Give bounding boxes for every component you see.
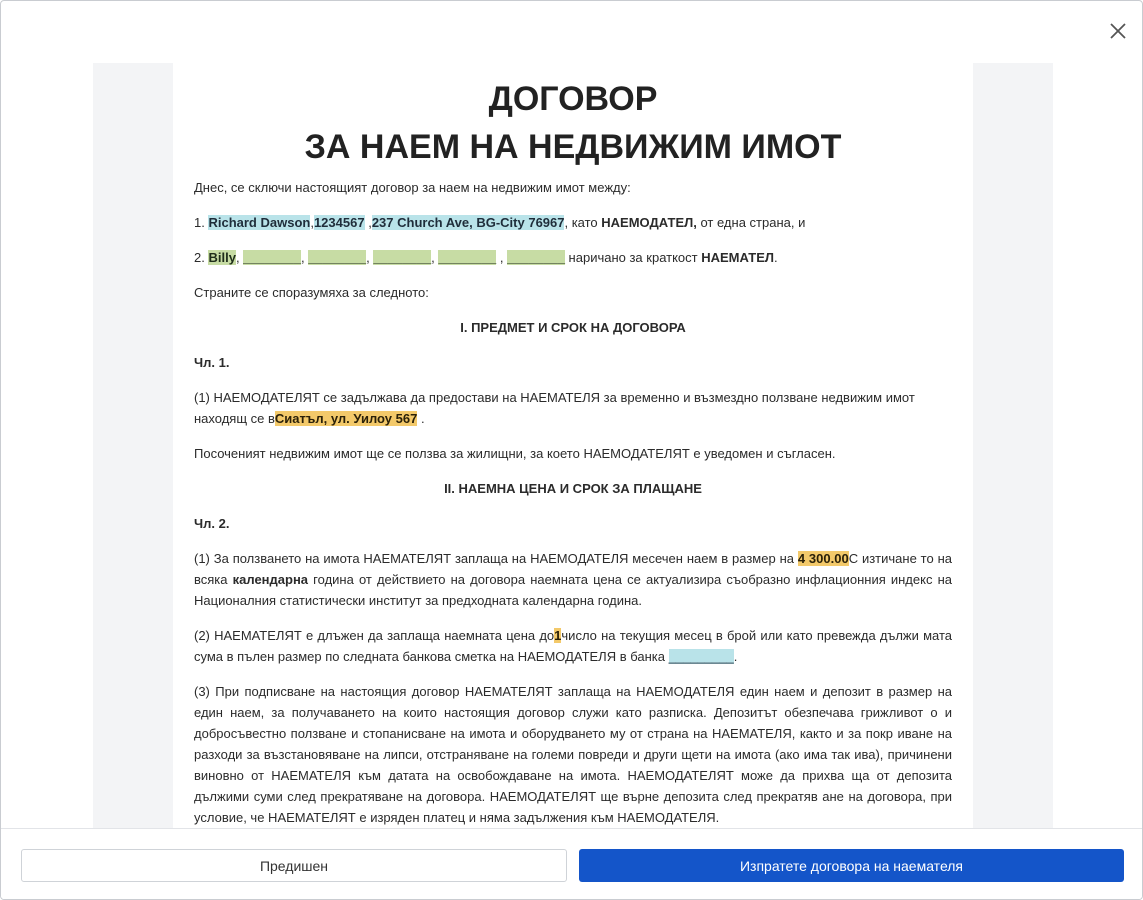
article1-paragraph2: Посоченият недвижим имот ще се ползва за жилищни, за което НАЕМОДАТЕЛЯТ е уведомен и съгласен. <box>194 446 836 461</box>
tenant-name-field: Billy <box>208 250 236 265</box>
document-viewer[interactable] <box>93 63 1053 829</box>
party1-line: 1. Richard Dawson,1234567 ,237 Church Ave, BG-City 76967, като НАЕМОДАТЕЛ, от една страна, и <box>194 215 806 230</box>
tenant-blank-field: ________ <box>373 250 432 265</box>
landlord-address-field: 237 Church Ave, BG-City 76967 <box>371 215 565 230</box>
agreement-text: Страните се споразумяха за следното: <box>194 285 429 300</box>
article1-paragraph1: (1) НАЕМОДАТЕЛЯТ се задължава да предостави на НАЕМАТЕЛЯ за временно и възмездно ползване недвижим имот находящ се вСиатъл, ул. Уилоу 567 . <box>194 390 915 426</box>
payment-day-field: 1 <box>554 628 562 643</box>
bank-name-field: _________ <box>668 649 734 664</box>
tenant-blank-field: ________ <box>438 250 497 265</box>
close-button[interactable] <box>1106 19 1130 43</box>
article2-label: Чл. 2. <box>194 516 230 531</box>
send-to-tenant-button[interactable]: Изпратете договора на наемателя <box>579 849 1124 882</box>
tenant-blank-field: ________ <box>507 250 565 265</box>
article2-paragraph3: (3) При подписване на настоящия договор НАЕМАТЕЛЯТ заплаща на НАЕМОДАТЕЛЯ един наем и депозит в размер на един наем, за получаването на които настоящия договор служи като разписка. Депозитът обезпечава грижливот о и добросъвестно ползване и стопанисване на имота и оборудването му от страна на НАЕМАТЕЛЯ, както и за покр иване на разходи за възстановяване на липси, отстраняване на големи повреди и други щети на имота (ако има так ива), причинени виновно от НАЕМАТЕЛЯ към датата на освобождаване на имота. НАЕМОДАТЕЛЯТ може да прихва ща от депозита дължими суми след прекратяване на договора. НАЕМОДАТЕЛЯТ ще върне депозита след прекратяв ане на договора, при условие, че НАЕМАТЕЛЯТ е изряден платец и няма задължения към НАЕМОДАТЕЛЯ. <box>194 684 952 825</box>
document-title: ДОГОВОР <box>488 80 658 118</box>
close-icon[interactable] <box>1109 22 1127 40</box>
party2-line: 2. Billy, ________, ________, ________, ________ , ________ наричано за краткост НАЕМАТЕЛ. <box>194 250 778 265</box>
intro-text: Днес, се сключи настоящият договор за наем на недвижим имот между: <box>194 180 631 195</box>
tenant-blank-field: ________ <box>308 250 367 265</box>
property-address-field: Сиатъл, ул. Уилоу 567 <box>274 411 418 426</box>
rent-amount-field: 4 300.00 <box>797 551 849 566</box>
tenant-blank-field: ________ <box>243 250 302 265</box>
landlord-name-field: Richard Dawson <box>208 215 311 230</box>
article1-label: Чл. 1. <box>194 355 230 370</box>
document-subtitle: ЗА НАЕМ НА НЕДВИЖИМ ИМОТ <box>304 128 842 166</box>
previous-button[interactable]: Предишен <box>21 849 567 882</box>
landlord-id-field: 1234567 <box>313 215 365 230</box>
section1-heading: I. ПРЕДМЕТ И СРОК НА ДОГОВОРА <box>460 320 686 335</box>
section2-heading: II. НАЕМНА ЦЕНА И СРОК ЗА ПЛАЩАНЕ <box>444 481 702 496</box>
article2-paragraph2: (2) НАЕМАТЕЛЯТ е длъжен да заплаща наемната цена до1число на текущия месец в брой или като превежда дължи мата сума в пълен размер по следната банкова сметка на НАЕМОДАТЕЛЯ в банка _________. <box>194 628 952 664</box>
document-page <box>173 63 973 829</box>
dialog-footer <box>1 828 1142 900</box>
article2-paragraph1: (1) За ползването на имота НАЕМАТЕЛЯТ заплаща на НАЕМОДАТЕЛЯ месечен наем в размер на 4 300.00С изтичане то на всяка календарна година от действието на договора наемната цена се актуализира съобразно инфлационния индекс на Националния статистически институт за предходната календарна година. <box>194 551 952 608</box>
